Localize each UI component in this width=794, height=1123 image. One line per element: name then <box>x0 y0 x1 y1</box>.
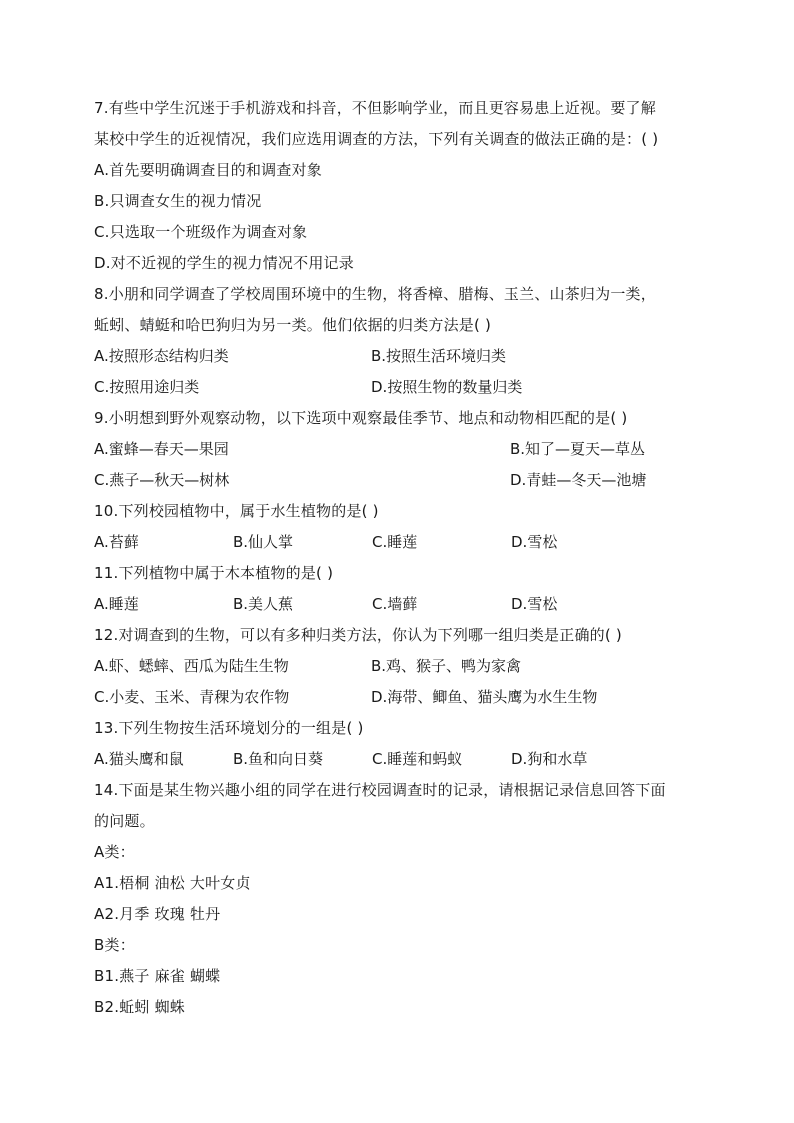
q8-option-a: A.按照形态结构归类 <box>94 347 229 365</box>
q10-options-row <box>94 527 704 558</box>
q12-options-row-1 <box>94 651 704 682</box>
q10-option-b: B.仙人掌 <box>233 533 294 551</box>
q13-option-a: A.猫头鹰和鼠 <box>94 750 184 768</box>
document-page <box>94 93 704 1023</box>
q11-option-d: D.雪松 <box>511 595 558 613</box>
q13-options-row <box>94 744 704 775</box>
q11-option-a: A.睡莲 <box>94 595 139 613</box>
q9-option-a: A.蜜蜂—春天—果园 <box>94 440 229 458</box>
q11-stem: 11.下列植物中属于木本植物的是( ) <box>94 564 334 582</box>
q12-options-row-2 <box>94 682 704 713</box>
q10-option-d: D.雪松 <box>511 533 558 551</box>
q10-stem: 10.下列校园植物中，属于水生植物的是( ) <box>94 502 379 520</box>
q13-option-b: B.鱼和向日葵 <box>233 750 324 768</box>
q14-record-a2: A2.月季 玫瑰 牡丹 <box>94 905 221 923</box>
q9-option-d: D.青蛙—冬天—池塘 <box>510 471 647 489</box>
q11-option-b: B.美人蕉 <box>233 595 294 613</box>
q9-options-row-1 <box>94 434 704 465</box>
q14-record-a1: A1.梧桐 油松 大叶女贞 <box>94 874 251 892</box>
q14-stem-line-2: 的问题。 <box>94 812 155 830</box>
q8-option-b: B.按照生活环境归类 <box>371 347 507 365</box>
q14-record-a-heading: A类： <box>94 843 135 861</box>
q13-stem: 13.下列生物按生活环境划分的一组是( ) <box>94 719 364 737</box>
q7-option-b: B.只调查女生的视力情况 <box>94 192 262 210</box>
q7-stem-line-2: 某校中学生的近视情况，我们应选用调查的方法，下列有关调查的做法正确的是：( ) <box>94 130 659 148</box>
q8-options-row-2 <box>94 372 704 403</box>
q7-option-c: C.只选取一个班级作为调查对象 <box>94 223 308 241</box>
q12-option-d: D.海带、鲫鱼、猫头鹰为水生生物 <box>371 688 598 706</box>
q9-option-b: B.知了—夏天—草丛 <box>510 440 646 458</box>
q8-stem-line-1: 8.小朋和同学调查了学校周围环境中的生物，将香樟、腊梅、玉兰、山茶归为一类， <box>94 285 656 303</box>
q7-option-a: A.首先要明确调查目的和调查对象 <box>94 161 322 179</box>
q10-option-a: A.苔藓 <box>94 533 139 551</box>
q14-record-b2: B2.蚯蚓 蜘蛛 <box>94 998 185 1016</box>
q12-option-b: B.鸡、猴子、鸭为家禽 <box>371 657 522 675</box>
q12-stem: 12.对调查到的生物，可以有多种归类方法，你认为下列哪一组归类是正确的( ) <box>94 626 622 644</box>
q14-record-b1: B1.燕子 麻雀 蝴蝶 <box>94 967 221 985</box>
q11-option-c: C.墙藓 <box>372 595 418 613</box>
q8-stem-line-2: 蚯蚓、蜻蜓和哈巴狗归为另一类。他们依据的归类方法是( ) <box>94 316 492 334</box>
q11-options-row <box>94 589 704 620</box>
q8-option-d: D.按照生物的数量归类 <box>371 378 523 396</box>
q9-option-c: C.燕子—秋天—树林 <box>94 471 230 489</box>
q9-options-row-2 <box>94 465 704 496</box>
q13-option-c: C.睡莲和蚂蚁 <box>372 750 463 768</box>
q7-stem-line-1: 7.有些中学生沉迷于手机游戏和抖音，不但影响学业，而且更容易患上近视。要了解 <box>94 99 656 117</box>
q14-record-b-heading: B类： <box>94 936 135 954</box>
q8-options-row-1 <box>94 341 704 372</box>
q7-option-d: D.对不近视的学生的视力情况不用记录 <box>94 254 354 272</box>
q13-option-d: D.狗和水草 <box>511 750 588 768</box>
q12-option-a: A.虾、蟋蟀、西瓜为陆生生物 <box>94 657 289 675</box>
q9-stem: 9.小明想到野外观察动物，以下选项中观察最佳季节、地点和动物相匹配的是( ) <box>94 409 628 427</box>
q12-option-c: C.小麦、玉米、青稞为农作物 <box>94 688 290 706</box>
q10-option-c: C.睡莲 <box>372 533 418 551</box>
q8-option-c: C.按照用途归类 <box>94 378 200 396</box>
q14-stem-line-1: 14.下面是某生物兴趣小组的同学在进行校园调查时的记录，请根据记录信息回答下面 <box>94 781 666 799</box>
